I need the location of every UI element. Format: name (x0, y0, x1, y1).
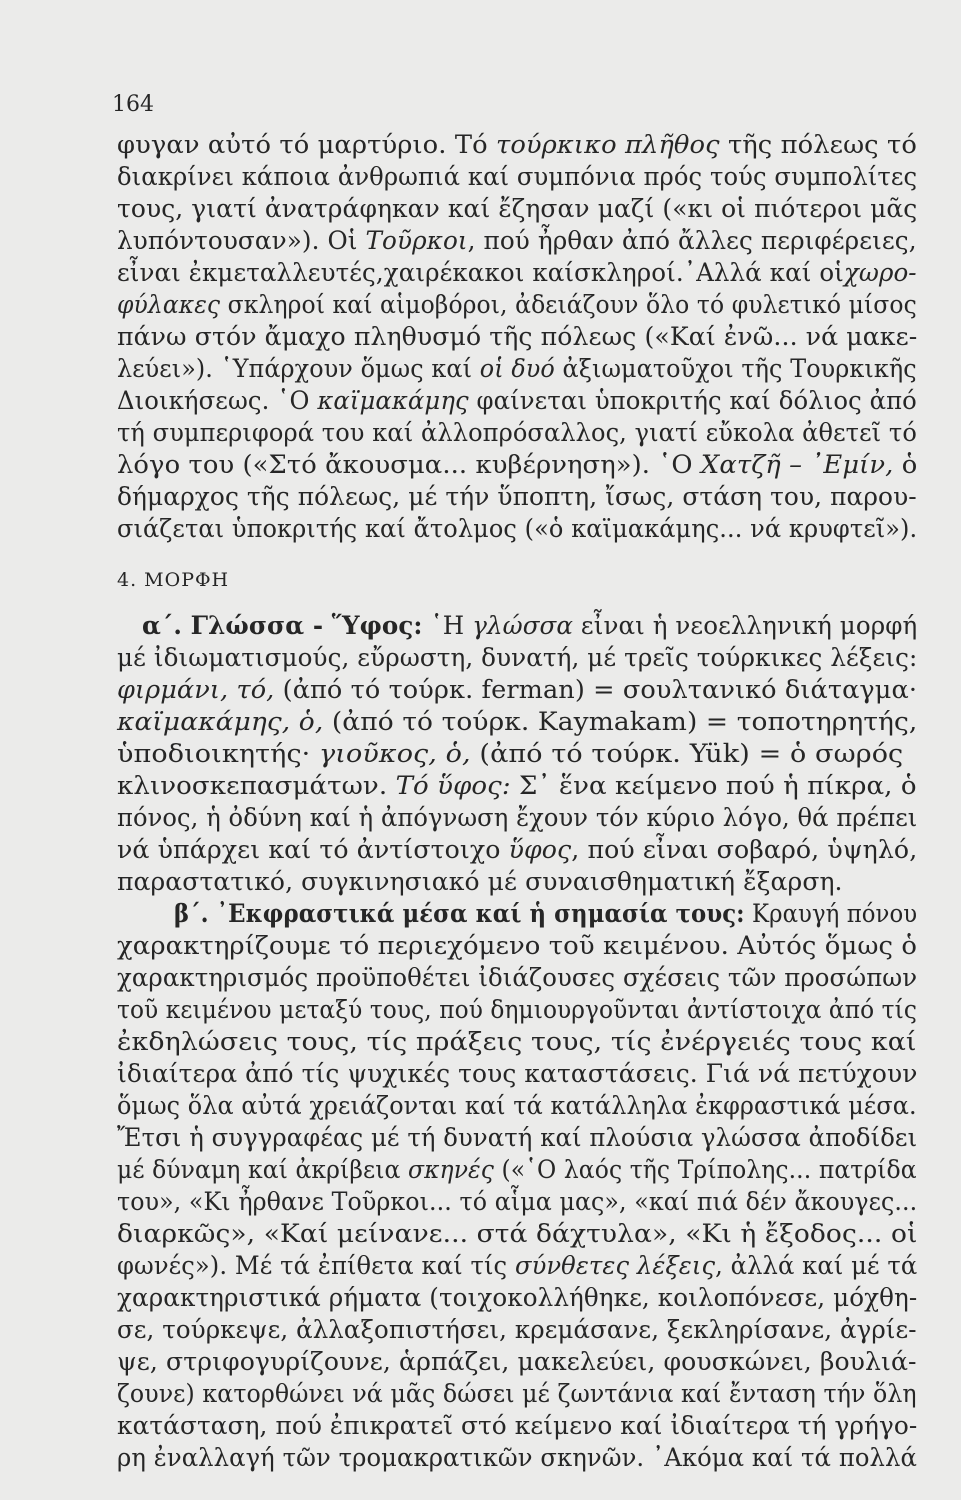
text-run: σε, τούρκεψε, ἀλλαξοπιστήσει, κρεμάσανε, ξεκληρίσανε, ἀγρίε- (117, 1315, 917, 1344)
italic-text: Τό ὕφος: (395, 771, 511, 800)
italic-text: γλώσσα (472, 611, 574, 640)
text-run: δήμαρχος τῆς πόλεως, μέ τήν ὕποπτη, ἴσως, στάση του, παρου- (117, 482, 917, 511)
text-line (117, 1411, 917, 1441)
text-run: λεύει»). ῾Υπάρχουν ὅμως καί (117, 354, 480, 383)
text-line (117, 1347, 917, 1377)
text-line (117, 418, 917, 448)
text-line (117, 1155, 917, 1185)
text-line (117, 931, 917, 961)
text-line (117, 514, 917, 544)
text-run: μέ ἰδιωματισμούς, εὔρωστη, δυνατή, μέ τρεῖς τούρκικες λέξεις: (117, 643, 918, 672)
text-line (117, 1091, 917, 1121)
section-heading: 4. ΜΟΡΦΗ (117, 569, 230, 591)
text-line (117, 226, 917, 256)
text-run: , ἀλλά καί μέ τά (715, 1251, 918, 1280)
text-line (117, 450, 917, 480)
text-run: κατάσταση, πού ἐπικρατεῖ στό κείμενο καί ἰδιαίτερα τή γρήγο- (117, 1411, 918, 1440)
text-run: Κραυγή πόνου (744, 899, 918, 928)
text-line (117, 1315, 917, 1345)
text-run: ἀξιωματοῦχοι τῆς Τουρκικῆς (554, 354, 917, 383)
text-run: χαρακτηρισμός προϋποθέτει ἰδιάζουσες σχέσεις τῶν προσώπων (117, 963, 918, 992)
text-run: λόγο του («Στό ἄκουσμα... κυβέρνηση»). ῾Ο (117, 450, 701, 479)
text-line (117, 290, 917, 320)
italic-text: Χατζῆ – ᾿Εμίν, (700, 450, 894, 479)
italic-text: χωρο- (843, 258, 917, 287)
text-run: ζουνε) κατορθώνει νά μᾶς δώσει μέ ζωντάνια καί ἔνταση τήν ὅλη (117, 1379, 917, 1408)
text-run: διακρίνει κάποια ἀνθρωπιά καί συμπόνια πρός τούς συμπολίτες (117, 162, 918, 191)
text-run: χαρακτηριστικά ρήματα (τοιχοκολλήθηκε, κοιλοπόνεσε, μόχθη- (117, 1283, 918, 1312)
italic-text: φύλακες (117, 290, 221, 319)
text-run: , πού ἦρθαν ἀπό ἄλλες περιφέρειες, (467, 226, 917, 255)
text-line (117, 194, 917, 224)
text-run: ρη ἐναλλαγή τῶν τρομακρατικῶν σκηνῶν. ᾿Ακόμα καί τά πολλά (117, 1443, 917, 1472)
text-run: τῆς πόλεως τό (719, 130, 917, 159)
italic-text: ὕφος (508, 835, 572, 864)
text-run: Σ᾿ ἕνα κείμενο πού ἡ πίκρα, ὁ (510, 771, 917, 800)
text-run: Διοικήσεως. ῾Ο (117, 386, 318, 415)
page-number: 164 (112, 92, 154, 117)
italic-text: φιρμάνι, τό, (117, 675, 275, 704)
text-run: ὑποδιοικητής· (117, 739, 320, 768)
text-line (117, 643, 917, 673)
text-line (117, 386, 917, 416)
text-run: φαίνεται ὑποκριτής καί δόλιος ἀπό (468, 386, 917, 415)
text-run: τοῦ κειμένου μεταξύ τους, πού δημιουργοῦνται ἀντίστοιχα ἀπό τίς (117, 995, 917, 1024)
bold-text: α΄. Γλώσσα - Ὕφος: (142, 611, 423, 640)
text-run: Ἔτσι ἡ συγγραφέας μέ τή δυνατή καί πλούσια γλώσσα ἀποδίδει (117, 1123, 918, 1152)
italic-text: Τοῦρκοι (365, 226, 468, 255)
text-run: ἐκδηλώσεις τους, τίς πράξεις τους, τίς ἐνέργειές τους καί (117, 1027, 917, 1056)
text-run: φωνές»). Μέ τά ἐπίθετα καί τίς (117, 1251, 515, 1280)
bold-text: β΄. ᾿Εκφραστικά μέσα καί ἡ σημασία τους: (174, 899, 745, 928)
text-run: κλινοσκεπασμάτων. (117, 771, 396, 800)
text-line (117, 963, 917, 993)
text-run: μέ δύναμη καί ἀκρίβεια (117, 1155, 408, 1184)
text-run: ψε, στριφογυρίζουνε, ἁρπάζει, μακελεύει, φουσκώνει, βουλιά- (117, 1347, 917, 1376)
text-line (117, 1283, 917, 1313)
italic-text: σκηνές (407, 1155, 494, 1184)
text-run: εἶναι ἡ νεοελληνική μορφή (573, 611, 918, 640)
text-run: νά ὑπάρχει καί τό ἀντίστοιχο (117, 835, 509, 864)
text-line (117, 867, 843, 897)
italic-text: σύνθετες λέξεις (514, 1251, 716, 1280)
text-run: ὁ (893, 450, 918, 479)
text-line (117, 1027, 917, 1057)
italic-text: τούρκικο πλῆθος (495, 130, 720, 159)
text-run: σκληροί καί αἱμοβόροι, ἀδειάζουν ὅλο τό φυλετικό μίσος (220, 290, 917, 319)
text-run: χαρακτηρίζουμε τό περιεχόμενο τοῦ κειμένου. Αὐτός ὅμως ὁ (117, 931, 918, 960)
text-run: σιάζεται ὑποκριτής καί ἄτολμος («ὁ καϊμακάμης... νά κρυφτεῖ»). (117, 514, 918, 543)
text-line (117, 771, 917, 801)
text-run: πάνω στόν ἄμαχο πληθυσμό τῆς πόλεως («Καί ἐνῶ... νά μακε- (117, 322, 918, 351)
text-run: πόνος, ἡ ὀδύνη καί ἡ ἀπόγνωση ἔχουν τόν κύριο λόγο, θά πρέπει (117, 803, 918, 832)
text-run: ῾Η (422, 611, 473, 640)
text-run: («῾Ο λαός τῆς Τρίπολης... πατρίδα (493, 1155, 917, 1184)
text-run: (ἀπό τό τούρκ. ferman) = σουλτανικό διάταγμα· (274, 675, 918, 704)
text-line (117, 803, 917, 833)
text-run: παραστατικό, συγκινησιακό μέ συναισθηματική ἔξαρση. (117, 867, 843, 896)
text-line (117, 1443, 917, 1473)
text-line (117, 1251, 917, 1281)
text-line (117, 1059, 918, 1089)
text-line (174, 899, 917, 929)
text-run: τή συμπεριφορά του καί ἀλλοπρόσαλλος, γιατί εὔκολα ἀθετεῖ τό (117, 418, 917, 447)
text-line (117, 322, 917, 352)
text-run: φυγαν αὐτό τό μαρτύριο. Τό (117, 130, 496, 159)
text-line (117, 835, 917, 865)
text-run: τους, γιατί ἀνατράφηκαν καί ἔζησαν μαζί («κι οἱ πιότεροι μᾶς (117, 194, 918, 223)
text-line (117, 258, 917, 288)
italic-text: καϊμακάμης (317, 386, 469, 415)
text-run: (ἀπό τό τούρκ. Kaymakam) = τοποτηρητής, (323, 707, 918, 736)
text-run: , πού εἶναι σοβαρό, ὑψηλό, (571, 835, 918, 864)
italic-text: γιοῦκος, ὁ, (319, 739, 471, 768)
text-line (117, 675, 917, 705)
text-line (117, 354, 917, 384)
text-line (117, 1187, 917, 1217)
text-run: διαρκῶς», «Καί μείνανε... στά δάχτυλα», «Κι ἡ ἔξοδος... οἱ (117, 1219, 918, 1248)
text-line (117, 739, 903, 769)
italic-text: καϊμακάμης, ὁ, (117, 707, 324, 736)
text-run: του», «Κι ἦρθανε Τοῦρκοι... τό αἷμα μας», «καί πιά δέν ἄκουγες... (117, 1187, 918, 1216)
text-line (117, 482, 917, 512)
text-run: λυπόντουσαν»). Οἱ (117, 226, 366, 255)
text-line (117, 1379, 917, 1409)
italic-text: οἱ δυό (479, 354, 555, 383)
text-line (142, 611, 917, 641)
text-run: (ἀπό τό τούρκ. Yük) = ὁ σωρός (470, 739, 904, 768)
text-line (117, 1219, 917, 1249)
text-line (117, 130, 917, 160)
text-line (117, 995, 917, 1025)
text-run: εἶναι ἐκμεταλλευτές,χαιρέκακοι καίσκληροί.᾿Αλλά καί οἱ (117, 258, 844, 287)
text-line (117, 162, 917, 192)
text-line (117, 707, 917, 737)
text-line (117, 1123, 917, 1153)
text-run: ἰδιαίτερα ἀπό τίς ψυχικές τους καταστάσεις. Γιά νά πετύχουν (117, 1059, 918, 1088)
text-run: ὅμως ὅλα αὐτά χρειάζονται καί τά κατάλληλα ἐκφραστικά μέσα. (117, 1091, 917, 1120)
